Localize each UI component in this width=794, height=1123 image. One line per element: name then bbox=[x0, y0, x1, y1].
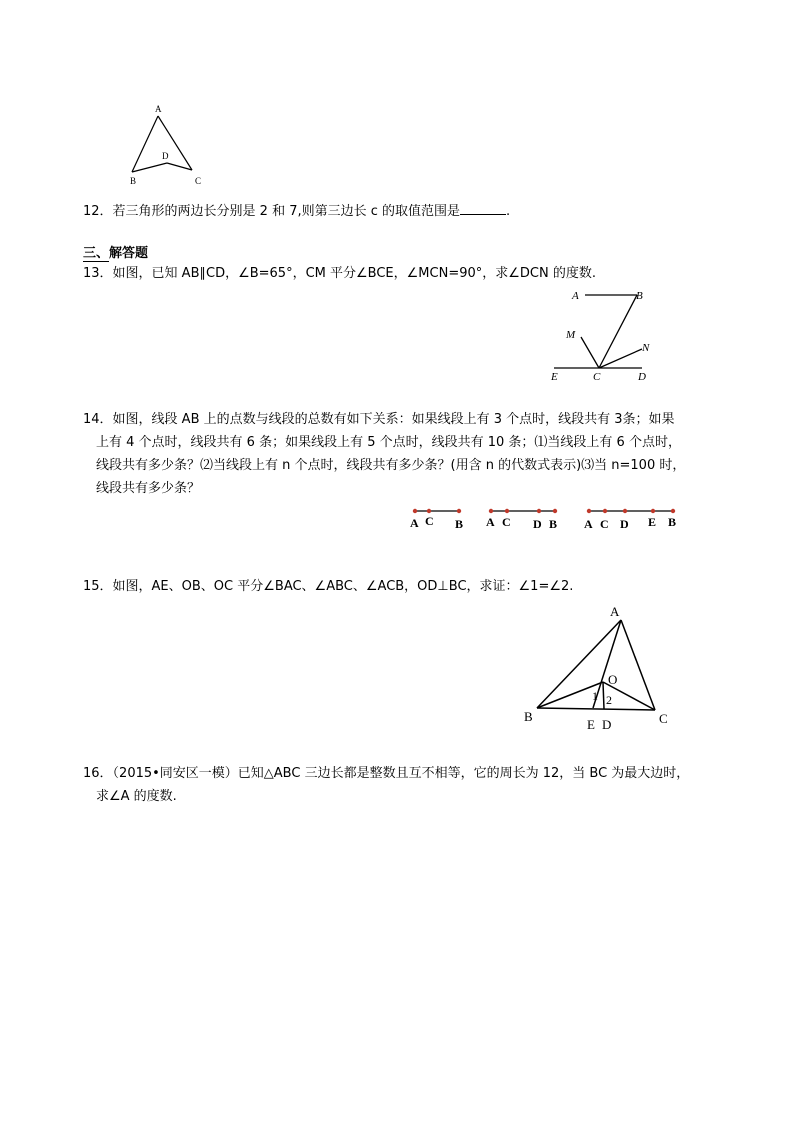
label-B: B bbox=[636, 290, 643, 302]
label-C: C bbox=[593, 371, 601, 383]
label-M: M bbox=[566, 329, 576, 341]
question-14-line-1: 14．如图，线段 AB 上的点数与线段的总数有如下关系：如果线段上有 3 个点时，线段共有 3条；如果 bbox=[83, 412, 675, 427]
label-B: B bbox=[130, 176, 137, 186]
figure-q14-segments bbox=[405, 505, 685, 535]
seg1-label-B: B bbox=[455, 517, 464, 531]
question-12-text: 12．若三角形的两边长分别是 2 和 7,则第三边长 c 的取值范围是 bbox=[83, 204, 461, 219]
label-B: B bbox=[524, 709, 533, 724]
question-12 bbox=[83, 200, 510, 223]
question-12-end: . bbox=[506, 204, 511, 219]
seg3-label-E: E bbox=[648, 515, 657, 529]
figure-q15-triangle-bisectors bbox=[515, 598, 675, 738]
figure-q13-parallel-lines bbox=[545, 283, 665, 383]
section-number: 三、 bbox=[83, 246, 110, 261]
label-N: N bbox=[642, 342, 650, 354]
label-C: C bbox=[659, 711, 668, 726]
seg2-label-A: A bbox=[486, 515, 495, 529]
answer-blank[interactable] bbox=[460, 202, 506, 215]
label-O: O bbox=[608, 672, 618, 687]
question-15: 15．如图，AE、OB、OC 平分∠BAC、∠ABC、∠ACB，OD⊥BC，求证：∠1=∠2. bbox=[83, 579, 574, 594]
label-E: E bbox=[551, 371, 558, 383]
seg3-label-A: A bbox=[584, 517, 593, 531]
label-2: 2 bbox=[606, 693, 612, 707]
question-13: 13．如图，已知 AB∥CD，∠B=65°，CM 平分∠BCE，∠MCN=90°，求∠DCN 的度数. bbox=[83, 266, 596, 281]
seg1-label-C: C bbox=[425, 514, 434, 528]
question-16-line-2: 求∠A 的度数. bbox=[96, 789, 177, 804]
seg3-label-B: B bbox=[668, 515, 677, 529]
seg3-label-D: D bbox=[620, 517, 629, 531]
question-14-line-2: 上有 4 个点时，线段共有 6 条；如果线段上有 5 个点时，线段共有 10 条；⑴当线段上有 6 个点时， bbox=[96, 435, 681, 450]
seg3-label-C: C bbox=[600, 517, 609, 531]
question-14-line-3: 线段共有多少条？⑵当线段上有 n 个点时，线段共有多少条？(用含 n 的代数式表示)⑶当 n=100 时， bbox=[96, 458, 686, 473]
question-14-line-4: 线段共有多少条？ bbox=[96, 481, 201, 496]
label-A: A bbox=[610, 604, 620, 619]
label-D: D bbox=[638, 371, 646, 383]
label-D: D bbox=[162, 151, 169, 161]
seg2-label-B: B bbox=[549, 517, 558, 531]
seg1-label-A: A bbox=[410, 516, 419, 530]
seg2-label-D: D bbox=[533, 517, 542, 531]
label-D: D bbox=[602, 717, 612, 732]
label-C: C bbox=[195, 176, 202, 186]
label-1: 1 bbox=[592, 689, 598, 703]
label-A: A bbox=[155, 104, 162, 114]
section-heading bbox=[83, 242, 148, 261]
label-E: E bbox=[587, 717, 595, 732]
seg2-label-C: C bbox=[502, 515, 511, 529]
label-A: A bbox=[572, 290, 579, 302]
section-title: 解答题 bbox=[109, 246, 149, 261]
figure-q11-triangle bbox=[120, 100, 220, 192]
question-16-line-1: 16．（2015•同安区一模）已知△ABC 三边长都是整数且互不相等，它的周长为 12，当 BC 为最大边时， bbox=[83, 766, 690, 781]
